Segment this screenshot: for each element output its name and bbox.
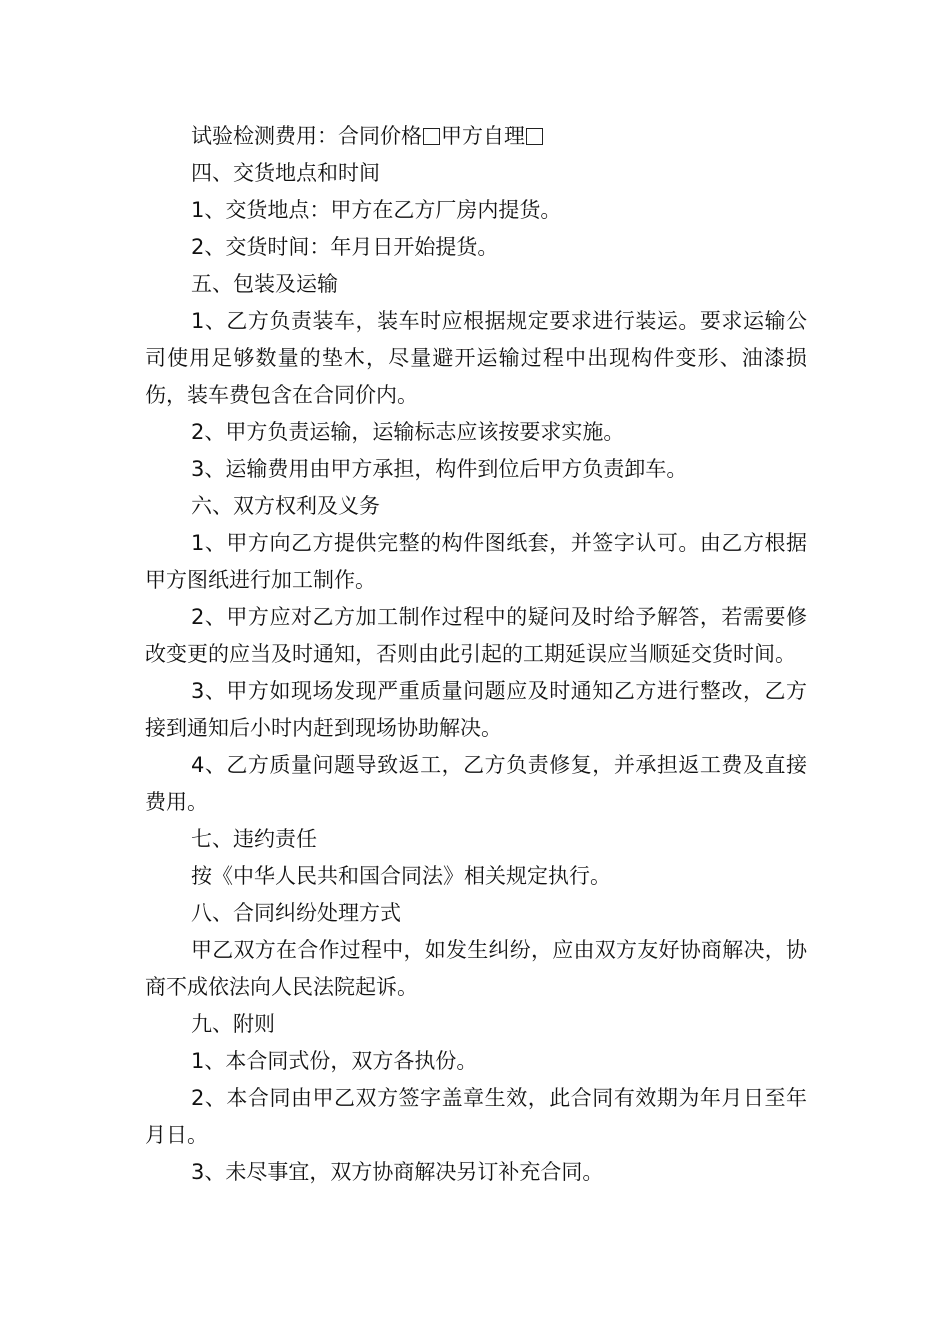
section-7-heading: 七、违约责任: [191, 827, 317, 851]
self-pay-label: 甲方自理: [441, 124, 525, 148]
section-6-item-3: 3、甲方如现场发现严重质量问题应及时通知乙方进行整改，乙方接到通知后小时内赶到现场协助解决。: [145, 679, 807, 740]
test-fee-label: 试验检测费用：合同价格: [191, 124, 422, 148]
section-5-item-3: 3、运输费用由甲方承担，构件到位后甲方负责卸车。: [191, 457, 688, 481]
section-8-heading: 八、合同纠纷处理方式: [191, 901, 401, 925]
contract-body: [145, 118, 807, 1191]
section-9-item-3: 3、未尽事宜，双方协商解决另订补充合同。: [191, 1160, 604, 1184]
section-6-item-4: 4、乙方质量问题导致返工，乙方负责修复，并承担返工费及直接费用。: [145, 753, 807, 814]
section-9-item-2: 2、本合同由甲乙双方签字盖章生效，此合同有效期为年月日至年月日。: [145, 1086, 807, 1147]
section-9-heading: 九、附则: [191, 1012, 275, 1036]
section-5-item-2: 2、甲方负责运输，运输标志应该按要求实施。: [191, 420, 625, 444]
section-6-item-2: 2、甲方应对乙方加工制作过程中的疑问及时给予解答，若需要修改变更的应当及时通知，否则由此引起的工期延误应当顺延交货时间。: [145, 605, 807, 666]
section-8-item-1: 甲乙双方在合作过程中，如发生纠纷，应由双方友好协商解决，协商不成依法向人民法院起诉。: [145, 938, 807, 999]
self-pay-checkbox[interactable]: [526, 128, 543, 145]
section-5-item-1: 1、乙方负责装车，装车时应根据规定要求进行装运。要求运输公司使用足够数量的垫木，尽量避开运输过程中出现构件变形、油漆损伤，装车费包含在合同价内。: [145, 309, 807, 407]
section-9-item-1: 1、本合同式份，双方各执份。: [191, 1049, 478, 1073]
section-4-item-2: 2、交货时间：年月日开始提货。: [191, 235, 499, 259]
contract-price-checkbox[interactable]: [423, 128, 440, 145]
section-6-item-1: 1、甲方向乙方提供完整的构件图纸套，并签字认可。由乙方根据甲方图纸进行加工制作。: [145, 531, 807, 592]
section-7-item-1: 按《中华人民共和国合同法》相关规定执行。: [191, 864, 611, 888]
section-4-item-1: 1、交货地点：甲方在乙方厂房内提货。: [191, 198, 562, 222]
section-4-heading: 四、交货地点和时间: [191, 161, 380, 185]
section-5-heading: 五、包装及运输: [191, 272, 338, 296]
section-6-heading: 六、双方权利及义务: [191, 494, 380, 518]
test-fee-line: [145, 118, 807, 155]
